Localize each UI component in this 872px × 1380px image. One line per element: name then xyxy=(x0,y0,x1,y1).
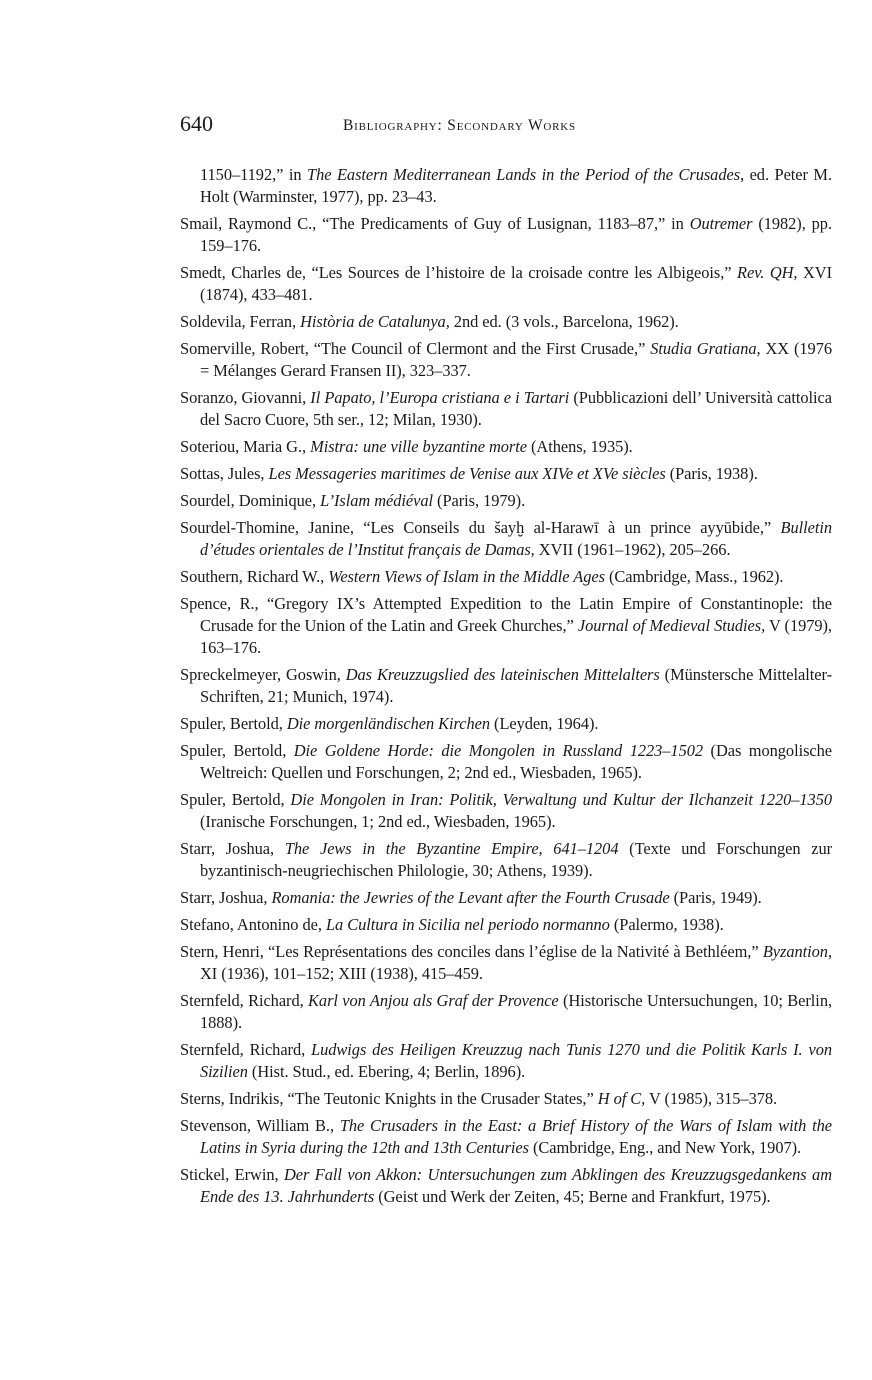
bibliography-entry xyxy=(180,1039,832,1083)
entry-text: 2nd ed. (3 vols., Barcelona, 1962). xyxy=(449,312,679,331)
entry-text: Spuler, Bertold, xyxy=(180,741,294,760)
entry-text: (Paris, 1979). xyxy=(433,491,526,510)
entry-text: (Hist. Stud., ed. Ebering, 4; Berlin, 1896). xyxy=(247,1062,526,1081)
bibliography-entry xyxy=(180,490,832,512)
entry-text: Smedt, Charles de, “Les Sources de l’histoire de la croisade contre les Albigeois,” xyxy=(180,263,738,282)
page-number: 640 xyxy=(180,111,213,136)
entry-title-italic: Karl von Anjou als Graf der Provence xyxy=(308,991,559,1010)
bibliography-entry xyxy=(180,566,832,588)
bibliography-entry xyxy=(180,990,832,1034)
entry-text: Southern, Richard W., xyxy=(180,567,329,586)
entry-text: Sternfeld, Richard, xyxy=(180,1040,312,1059)
entry-title-italic: H of C, xyxy=(597,1089,646,1108)
entry-text: Soldevila, Ferran, xyxy=(180,312,301,331)
running-head-title: Bibliography: Secondary Works xyxy=(343,117,576,134)
entry-title-italic: Studia Gratiana, xyxy=(650,339,761,358)
entry-title-italic: The Jews in the Byzantine Empire, 641–1204 xyxy=(284,839,619,858)
entry-text: (Texte und Forschungen zur byzantinisch-neugriechischen Philologie, 30; Athens, 1939). xyxy=(200,839,832,880)
entry-text: Spuler, Bertold, xyxy=(180,790,291,809)
entry-text: Starr, Joshua, xyxy=(180,888,272,907)
bibliography-entry xyxy=(180,789,832,833)
entry-text: (Historische Untersuchungen, 10; Berlin, 1888). xyxy=(200,991,833,1032)
entry-text: (Cambridge, Eng., and New York, 1907). xyxy=(528,1138,802,1157)
entry-title-italic: L’Islam médiéval xyxy=(320,491,433,510)
entry-text: Stern, Henri, “Les Représentations des conciles dans l’église de la Nativité à Bethléem,” xyxy=(180,942,763,961)
bibliography-entry xyxy=(180,436,832,458)
entry-text: XI (1936), 101–152; XIII (1938), 415–459. xyxy=(200,964,483,983)
entry-text: (Das mongolische Weltreich: Quellen und Forschungen, 2; 2nd ed., Wiesbaden, 1965). xyxy=(200,741,833,782)
entry-text: (Cambridge, Mass., 1962). xyxy=(604,567,784,586)
entry-text: (1982), pp. 159–176. xyxy=(200,214,832,255)
entry-text: Sourdel-Thomine, Janine, “Les Conseils du šayḫ al-Harawī à un prince ayyūbide,” xyxy=(180,518,781,537)
running-head xyxy=(180,110,832,138)
entry-title-italic: Das Kreuzzugslied des lateinischen Mittelalters xyxy=(345,665,660,684)
bibliography-entry xyxy=(180,713,832,735)
entry-text: Somerville, Robert, “The Council of Clermont and the First Crusade,” xyxy=(180,339,651,358)
entry-text: Spuler, Bertold, xyxy=(180,714,287,733)
entry-title-italic: Die Goldene Horde: die Mongolen in Russland 1223–1502 xyxy=(293,741,704,760)
entry-title-italic: Les Messageries maritimes de Venise aux XIVe et XVe siècles xyxy=(268,464,666,483)
entry-text: (Athens, 1935). xyxy=(526,437,633,456)
entry-title-italic: Història de Catalunya, xyxy=(300,312,450,331)
entry-title-italic: Il Papato, l’Europa cristiana e i Tartari xyxy=(310,388,570,407)
bibliography-entry xyxy=(180,740,832,784)
entry-text: Spence, R., “Gregory IX’s Attempted Expedition to the Latin Empire of Constantinople: the Crusade for the Union of the Latin and Greek Churches,” xyxy=(180,594,832,635)
bibliography-entry xyxy=(180,517,832,561)
entry-text: Sternfeld, Richard, xyxy=(180,991,309,1010)
entry-text: XVII (1961–1962), 205–266. xyxy=(534,540,731,559)
bibliography-entry xyxy=(180,387,832,431)
bibliography-entry xyxy=(180,887,832,909)
entry-text: Stefano, Antonino de, xyxy=(180,915,326,934)
entry-text: (Iranische Forschungen, 1; 2nd ed., Wiesbaden, 1965). xyxy=(200,812,556,831)
entry-text: Soranzo, Giovanni, xyxy=(180,388,311,407)
entry-title-italic: Ludwigs des Heiligen Kreuzzug nach Tunis 1270 und die Politik Karls I. von Sizilien xyxy=(200,1040,833,1081)
entry-title-italic: Der Fall von Akkon: Untersuchungen zum Abklingen des Kreuzzugsgedankens am Ende des 13. Jahrhunderts xyxy=(200,1165,832,1206)
entry-title-italic: Die Mongolen in Iran: Politik, Verwaltung und Kultur der Ilchanzeit 1220–1350 xyxy=(290,790,832,809)
entry-text: XX (1976 = Mélanges Gerard Fransen II), 323–337. xyxy=(200,339,832,380)
bibliography-entry xyxy=(180,838,832,882)
bibliography-entry xyxy=(180,262,832,306)
bibliography-entry xyxy=(180,664,832,708)
entry-title-italic: Western Views of Islam in the Middle Ages xyxy=(328,567,605,586)
entry-title-italic: Outremer xyxy=(689,214,753,233)
entry-title-italic: Journal of Medieval Studies, xyxy=(577,616,766,635)
entry-text: (Pubblicazioni dell’ Università cattolica del Sacro Cuore, 5th ser., 12; Milan, 1930). xyxy=(200,388,833,429)
entry-text: ed. Peter M. Holt (Warminster, 1977), pp. 23–43. xyxy=(200,165,833,206)
entry-text: V (1985), 315–378. xyxy=(645,1089,778,1108)
entry-title-italic: Bulletin d’études orientales de l’Institut français de Damas, xyxy=(200,518,832,559)
entry-title-italic: Rev. QH, xyxy=(737,263,798,282)
entry-text: 1150–1192,” in xyxy=(200,165,308,184)
entry-title-italic: Romania: the Jewries of the Levant after the Fourth Crusade xyxy=(271,888,670,907)
entry-text: (Leyden, 1964). xyxy=(489,714,599,733)
bibliography-entry xyxy=(180,593,832,659)
entry-text: V (1979), 163–176. xyxy=(200,616,832,657)
bibliography-entry xyxy=(180,1164,832,1208)
entry-text: Smail, Raymond C., “The Predicaments of Guy of Lusignan, 1183–87,” in xyxy=(180,214,690,233)
entry-text: XVI (1874), 433–481. xyxy=(200,263,832,304)
bibliography-entry xyxy=(180,311,832,333)
entry-text: (Münstersche Mittelalter-Schriften, 21; Munich, 1974). xyxy=(200,665,832,706)
entry-text: (Geist und Werk der Zeiten, 45; Berne and Frankfurt, 1975). xyxy=(374,1187,771,1206)
bibliography-entry xyxy=(180,463,832,485)
entry-text: Sterns, Indrikis, “The Teutonic Knights in the Crusader States,” xyxy=(180,1089,598,1108)
bibliography-entry xyxy=(180,914,832,936)
entry-text: (Paris, 1938). xyxy=(665,464,758,483)
bibliography-entry xyxy=(180,1088,832,1110)
entry-title-italic: La Cultura in Sicilia nel periodo normanno xyxy=(325,915,610,934)
bibliography-entry xyxy=(180,213,832,257)
entry-text: Sourdel, Dominique, xyxy=(180,491,321,510)
bibliography-entry-continuation xyxy=(180,164,832,208)
entry-text: Stevenson, William B., xyxy=(180,1116,340,1135)
entry-title-italic: Mistra: une ville byzantine morte xyxy=(310,437,527,456)
entry-text: (Paris, 1949). xyxy=(669,888,762,907)
bibliography-entry xyxy=(180,941,832,985)
entry-text: Stickel, Erwin, xyxy=(180,1165,284,1184)
entry-text: Sottas, Jules, xyxy=(180,464,269,483)
entry-title-italic: Byzantion, xyxy=(762,942,832,961)
entry-title-italic: The Crusaders in the East: a Brief History of the Wars of Islam with the Latins in Syria during the 12th and 13th Centuries xyxy=(200,1116,832,1157)
entry-text: Starr, Joshua, xyxy=(180,839,285,858)
entry-text: Soteriou, Maria G., xyxy=(180,437,311,456)
bibliography-entry xyxy=(180,1115,832,1159)
bibliography-list xyxy=(180,164,832,1213)
entry-text: (Palermo, 1938). xyxy=(609,915,724,934)
bibliography-entry xyxy=(180,338,832,382)
entry-title-italic: The Eastern Mediterranean Lands in the Period of the Crusades, xyxy=(307,165,745,184)
entry-text: Spreckelmeyer, Goswin, xyxy=(180,665,346,684)
entry-title-italic: Die morgenländischen Kirchen xyxy=(286,714,490,733)
